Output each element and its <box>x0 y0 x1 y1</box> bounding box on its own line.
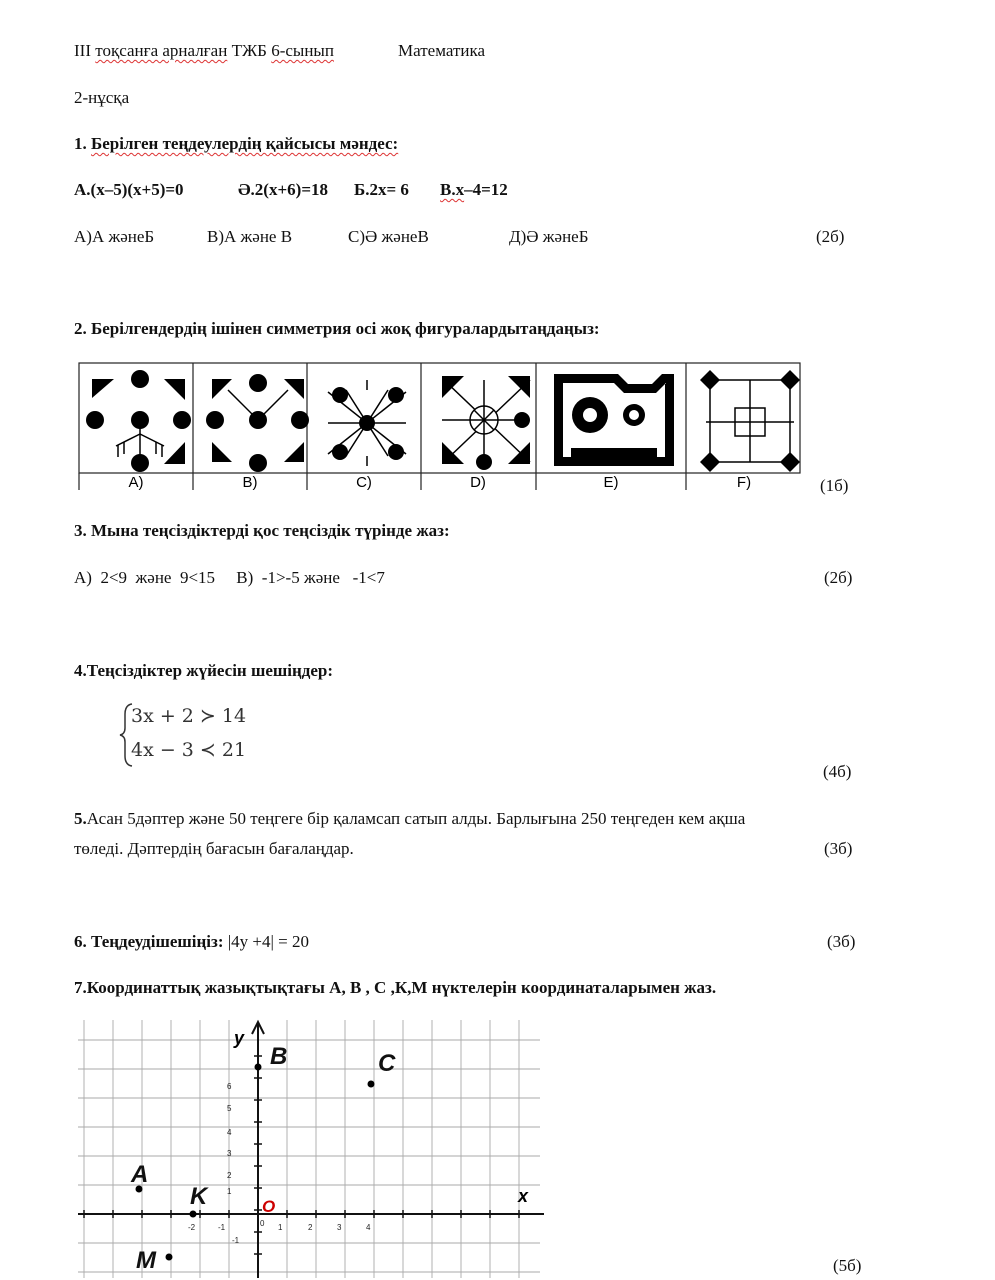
axis-ticks <box>84 1056 519 1254</box>
q1-title <box>74 134 398 154</box>
q1-eq-b: Б.2х= 6 <box>354 180 409 199</box>
y-axis-label: y <box>234 1028 245 1048</box>
figure-f <box>700 370 800 472</box>
x-tick-label: 4 <box>366 1223 371 1232</box>
header-quarter: III <box>74 41 96 60</box>
q4-score: (4б) <box>823 762 852 781</box>
point-m-marker <box>166 1254 173 1261</box>
axes <box>78 1022 544 1278</box>
grid-lines <box>78 1020 540 1278</box>
point-m-label: M <box>136 1247 156 1274</box>
header-grade: 6-сынып <box>271 41 334 60</box>
q1-option-a: А)А жәнеБ <box>74 227 155 246</box>
point-c-marker <box>368 1081 375 1088</box>
x-tick-label: 1 <box>278 1223 283 1232</box>
y-tick-label: 1 <box>227 1187 232 1196</box>
x-tick-label: -2 <box>188 1223 196 1232</box>
figure-b <box>206 374 309 472</box>
x-tick-label: -1 <box>218 1223 226 1232</box>
y-tick-label: 4 <box>227 1128 232 1137</box>
q5-number: 5. <box>74 809 87 828</box>
y-tick-label: 2 <box>227 1171 232 1180</box>
y-tick-label: 3 <box>227 1149 232 1158</box>
q2-title: 2. Берілгендердің ішінен симметрия осі жоқ фигуралардытаңдаңыз: <box>74 319 600 338</box>
q2-figures-table <box>78 362 804 492</box>
x-tick-label: 3 <box>337 1223 342 1232</box>
q7-score: (5б) <box>833 1256 862 1275</box>
q6-equation: |4у +4| = 20 <box>227 932 309 951</box>
q1-eq-v <box>440 180 508 200</box>
x-tick-label: 2 <box>308 1223 313 1232</box>
coordinate-plane <box>74 1016 546 1278</box>
q1-eq-a: А.(х–5)(х+5)=0 <box>74 180 184 199</box>
q3-title: 3. Мына теңсіздіктерді қос теңсіздік түрінде жаз: <box>74 521 450 540</box>
q5-line-1 <box>74 809 745 829</box>
q4-line-2: 4x − 3 ≺ 21 <box>131 739 247 761</box>
origin-label: O <box>262 1197 276 1216</box>
q1-title-text: Берілген теңдеулердің қайсысы мәндес: <box>91 134 399 153</box>
point-c-label: C <box>378 1050 396 1077</box>
q4-line-1: 3x + 2 ≻ 14 <box>131 705 247 727</box>
figure-c <box>328 380 406 466</box>
figure-a <box>86 370 191 472</box>
q1-option-d: Д)Ә жәнеБ <box>509 227 589 246</box>
y-tick-label: 5 <box>227 1104 232 1113</box>
q3-body: А) 2<9 және 9<15 В) -1>-5 және -1<7 <box>74 568 385 587</box>
q6-title <box>74 932 309 952</box>
x-axis-label: x <box>518 1186 529 1206</box>
figure-label-f: F) <box>736 474 752 491</box>
q1-eq-ae: Ә.2(х+6)=18 <box>238 180 329 199</box>
figure-label-a: A) <box>128 474 144 491</box>
variant-label: 2-нұсқа <box>74 88 130 107</box>
point-b-label: B <box>270 1043 288 1070</box>
q1-eq-v-prefix: В.х <box>440 180 465 199</box>
q6-title-text: 6. Теңдеудішешіңіз: <box>74 932 228 951</box>
header-quarter-text: тоқсанға арналған <box>95 41 228 60</box>
figure-label-e: E) <box>603 474 619 491</box>
figure-label-d: D) <box>470 474 486 491</box>
figure-label-c: C) <box>356 474 372 491</box>
point-b-marker <box>255 1064 262 1071</box>
header-line <box>74 41 334 61</box>
q5-line-1-text: Асан 5дәптер және 50 теңгеге бір қаламсап сатып алды. Барлығына 250 теңгеден кем ақша <box>86 809 746 828</box>
figure-d <box>442 376 530 470</box>
x-tick-label: 0 <box>260 1219 265 1228</box>
q1-option-c: С)Ә жәнеВ <box>348 227 429 246</box>
q2-score: (1б) <box>820 476 849 495</box>
header-subject: Математика <box>398 41 486 60</box>
figure-e <box>554 374 674 466</box>
point-k-label: K <box>190 1183 208 1210</box>
q4-title: 4.Теңсіздіктер жүйесін шешіңдер: <box>74 661 334 680</box>
q6-score: (3б) <box>827 932 856 951</box>
q3-score: (2б) <box>824 568 853 587</box>
q5-line-2: төледі. Дәптердің бағасын бағалаңдар. <box>74 839 354 858</box>
q7-title: 7.Координаттық жазықтықтағы А, В , С ,К,М нүктелерін координаталарымен жаз. <box>74 978 717 997</box>
q5-score: (3б) <box>824 839 853 858</box>
y-tick-label: -1 <box>232 1236 240 1245</box>
q1-eq-v-rest: –4=12 <box>464 180 508 199</box>
point-a-label: A <box>131 1161 149 1188</box>
q1-number: 1. <box>74 134 91 153</box>
y-tick-label: 6 <box>227 1082 232 1091</box>
q1-option-b: В)А және В <box>207 227 293 246</box>
figure-label-b: B) <box>242 474 258 491</box>
point-k-marker <box>190 1211 197 1218</box>
header-test: ТЖБ <box>227 41 272 60</box>
q1-score: (2б) <box>816 227 845 246</box>
